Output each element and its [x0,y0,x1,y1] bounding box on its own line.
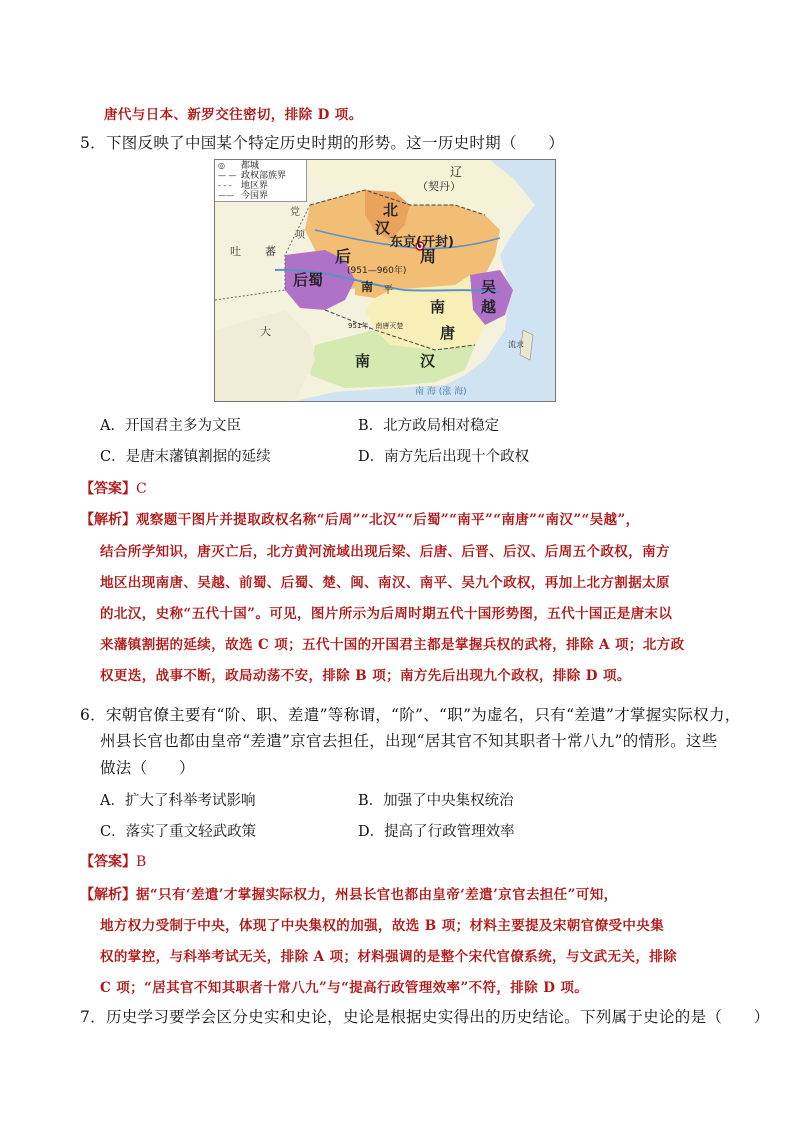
q5-stem: 5．下图反映了中国某个特定历史时期的形势。这一历史时期（ ） [80,134,565,152]
map-label-nanhan-1: 南 [355,352,371,370]
q7-stem: 7．历史学习要学会区分史实和史论，史论是根据史实得出的历史结论。下列属于史论的是（ ） [80,1008,770,1026]
regime-border-icon: — — [218,171,237,180]
q5-analysis-line-3: 地区出现南唐、吴越、前蜀、后蜀、楚、闽、南汉、南平、吴九个政权，再加上北方割据太原 [100,575,670,591]
map-label-dali: 大 [260,325,271,338]
map-label-qidan: （契丹） [417,180,461,193]
q6-stem-line-1: 6．宋朝官僚主要有“阶、职、差遣”等称谓，“阶”、“职”为虚名，只有“差遣”才掌握实际权力， [80,706,741,724]
q5-analysis-tag: 【解析】 [80,512,136,528]
map-label-chu: 951年，南唐灭楚 [348,322,404,330]
q5-analysis-line-5: 来藩镇割据的延续，故选 C 项；五代十国的开国君主都是掌握兵权的武将，排除 A 项；北方政 [100,637,685,653]
map-label-nanhan-2: 汉 [420,352,436,370]
q6-option-d[interactable]: D．提高了行政管理效率 [358,824,515,840]
legend-region-border: 地区界 [241,181,269,191]
legend-capital: 都城 [241,161,260,171]
capital-symbol-icon: ◎ [218,161,225,170]
q6-analysis-line-4: C 项；“居其官不知其职者十常八九”与“提高行政管理效率”不符，排除 D 项。 [100,980,589,996]
q5-option-c[interactable]: C．是唐末藩镇割据的延续 [100,449,271,465]
q5-option-b[interactable]: B．北方政局相对稳定 [358,418,500,434]
q6-analysis-text-1: 据“只有‘差遣’才掌握实际权力，州县长官也都由皇帝‘差遣’京官去担任”可知， [136,887,618,903]
map-label-houzhou-1: 后 [335,247,352,266]
map-label-dang: 党 [290,207,300,218]
map-legend [215,160,307,202]
map-label-liuqiu: 流求 [508,340,524,349]
legend-regime-border: 政权部族界 [241,171,287,181]
q6-analysis-tag: 【解析】 [80,887,136,903]
map-label-wuyue-1: 吴 [481,278,497,296]
q6-analysis-line-3: 权的掌控，与科举考试无关，排除 A 项；材料强调的是整个宋代官僚系统，与文武无关，排除 [100,949,678,965]
map-label-tubo-2: 蕃 [265,245,276,258]
q5-answer-value: C [136,481,147,497]
q5-option-d[interactable]: D．南方先后出现十个政权 [358,449,530,465]
legend-modern-border: 今国界 [241,191,269,201]
q6-stem-line-3: 做法（ ） [100,759,195,777]
map-label-wuyue-2: 越 [481,298,497,316]
q5-answer-tag: 【答案】 [80,481,136,497]
q5-answer [80,478,147,498]
q6-answer-value: B [136,854,147,870]
q6-answer-tag: 【答案】 [80,854,136,870]
q6-option-b[interactable]: B．加强了中央集权统治 [358,793,514,809]
q5-analysis-text-1: 观察题干图片并提取政权名称“后周”“北汉”“后蜀”“南平”“南唐”“南汉”“吴越”， [136,512,640,528]
map-label-xiang: 项 [295,230,305,241]
map-label-houshu: 后蜀 [293,271,324,289]
map-label-houzhou-2: 周 [420,247,437,266]
q6-analysis-line-2: 地方权力受制于中央，体现了中央集权的加强，故选 B 项；材料主要提及宋朝官僚受中央集 [100,918,665,934]
map-label-sea: 南 海 (涨 海) [415,387,467,397]
region-border-icon: - - - [218,181,232,190]
map-label-dongjing: 东京(开封) [390,235,454,250]
q6-analysis-line-1 [80,883,618,904]
q6-answer [80,851,146,871]
prev-analysis-line: 唐代与日本、新罗交往密切，排除 D 项。 [104,107,363,123]
q5-analysis-line-1 [80,508,640,529]
q5-analysis-line-6: 权更迭，战事不断，政局动荡不安，排除 B 项；南方先后出现九个政权，排除 D 项。 [100,668,631,684]
map-label-years: (951—960年) [347,266,407,276]
q5-analysis-line-4: 的北汉，史称“五代十国”。可见，图片所示为后周时期五代十国形势图，五代十国正是唐末以 [100,606,673,622]
map-label-tubo-1: 吐 [230,245,241,258]
map-label-nantang-1: 南 [430,298,446,316]
q6-stem-line-2: 州县长官也都由皇帝“差遣”京官去担任，出现“居其官不知其职者十常八九”的情形。这些 [100,732,718,750]
map-label-liao: 辽 [450,165,463,179]
q6-option-c[interactable]: C．落实了重文轻武政策 [100,824,257,840]
map-label-nantang-2: 唐 [440,324,456,342]
q5-analysis-line-2: 结合所学知识，唐灭亡后，北方黄河流域出现后梁、后唐、后晋、后汉、后周五个政权，南方 [100,544,670,560]
map-label-beihan-2: 汉 [375,219,391,237]
five-dynasties-map [214,159,556,402]
modern-border-icon: —— [218,191,234,200]
map-label-nanping-2: 平 [383,285,393,296]
q6-option-a[interactable]: A．扩大了科举考试影响 [100,793,256,809]
map-label-nanping-1: 南 [361,280,374,294]
q5-option-a[interactable]: A．开国君主多为文臣 [100,418,241,434]
map-label-beihan-1: 北 [383,201,399,219]
